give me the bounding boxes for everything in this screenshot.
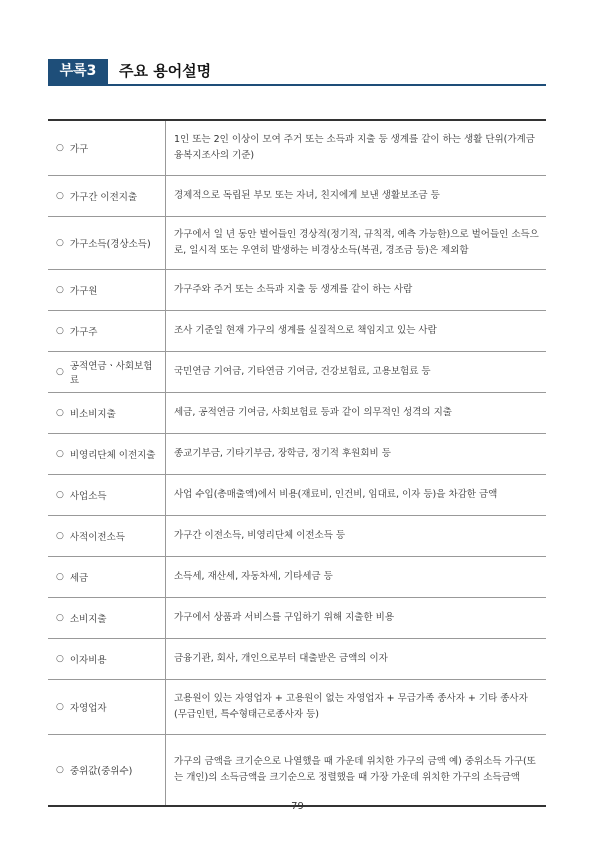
definition-text: 가구간 이전소득, 비영리단체 이전소득 등 [174, 530, 346, 541]
definition-cell [166, 176, 546, 216]
term-label: 공적연금ㆍ사회보험료 [69, 361, 153, 386]
term-label: 가구간 이전지출 [69, 192, 138, 203]
bullet-icon: ○ [56, 191, 64, 201]
glossary-row [48, 639, 546, 680]
definition-text: 가구주와 주거 또는 소득과 지출 등 생계를 같이 하는 사람 [174, 284, 413, 295]
definition-text: 소득세, 재산세, 자동차세, 기타세금 등 [174, 571, 333, 582]
definition-cell [166, 475, 546, 515]
term-label: 세금 [69, 573, 89, 584]
glossary-row [48, 598, 546, 639]
definition-cell [166, 516, 546, 556]
definition-text: 사업 수입(총매출액)에서 비용(재료비, 인건비, 임대료, 이자 등)을 차감한 금액 [174, 489, 498, 500]
term-cell [48, 176, 166, 216]
term-cell [48, 639, 166, 679]
bullet-icon: ○ [56, 490, 64, 500]
term-label: 중위값(중위수) [69, 766, 133, 777]
definition-cell [166, 434, 546, 474]
definition-text: 가구에서 일 년 동안 벌어들인 경상적(정기적, 규칙적, 예측 가능한)으로 벌어들인 소득으로, 일시적 또는 우연히 발생하는 비경상소득(복권, 경조금 등)은 제외함 [174, 229, 539, 256]
definition-text: 조사 기준일 현재 가구의 생계를 실질적으로 책임지고 있는 사람 [174, 325, 437, 336]
bullet-icon: ○ [56, 449, 64, 459]
term-cell [48, 121, 166, 175]
term-label: 가구소득(경상소득) [69, 239, 151, 250]
bullet-icon: ○ [56, 572, 64, 582]
glossary-row [48, 270, 546, 311]
glossary-row [48, 176, 546, 217]
glossary-row [48, 121, 546, 176]
definition-cell [166, 270, 546, 310]
glossary-row [48, 680, 546, 735]
term-label: 비영리단체 이전지출 [69, 450, 156, 461]
term-cell [48, 598, 166, 638]
glossary-row [48, 475, 546, 516]
term-label: 자영업자 [69, 703, 107, 714]
bullet-icon: ○ [56, 326, 64, 336]
definition-cell [166, 598, 546, 638]
definition-cell [166, 393, 546, 433]
bullet-icon: ○ [56, 702, 64, 712]
term-label: 사적이전소득 [69, 532, 125, 543]
term-cell [48, 557, 166, 597]
definition-text: 가구의 금액을 크기순으로 나열했을 때 가운데 위치한 가구의 금액 예) 중위소득 가구(또는 개인)의 소득금액을 크기순으로 정렬했을 때 가장 가운데 위치한 가구의 소득금액 [174, 756, 536, 783]
term-cell [48, 516, 166, 556]
glossary-table [48, 119, 546, 807]
definition-cell [166, 217, 546, 269]
definition-cell [166, 680, 546, 734]
term-cell [48, 217, 166, 269]
appendix-tag: 부록3 [48, 59, 108, 84]
definition-cell [166, 352, 546, 392]
term-cell [48, 311, 166, 351]
definition-cell [166, 121, 546, 175]
definition-text: 경제적으로 독립된 부모 또는 자녀, 친지에게 보낸 생활보조금 등 [174, 190, 440, 201]
glossary-row [48, 735, 546, 805]
appendix-header [48, 59, 546, 85]
bullet-icon: ○ [56, 285, 64, 295]
definition-text: 세금, 공적연금 기여금, 사회보험료 등과 같이 의무적인 성격의 지출 [174, 407, 452, 418]
bullet-icon: ○ [56, 408, 64, 418]
glossary-row [48, 434, 546, 475]
definition-text: 가구에서 상품과 서비스를 구입하기 위해 지출한 비용 [174, 612, 395, 623]
term-cell [48, 680, 166, 734]
term-label: 비소비지출 [69, 409, 116, 420]
term-cell [48, 735, 166, 805]
page-title: 주요 용어설명 [119, 62, 212, 80]
glossary-row [48, 352, 546, 393]
bullet-icon: ○ [56, 765, 64, 775]
glossary-row [48, 393, 546, 434]
bullet-icon: ○ [56, 143, 64, 153]
glossary-row [48, 311, 546, 352]
definition-text: 금융기관, 회사, 개인으로부터 대출받은 금액의 이자 [174, 653, 388, 664]
term-label: 가구주 [69, 327, 98, 338]
page-number: - 79 - [284, 801, 311, 812]
term-cell [48, 434, 166, 474]
definition-text: 고용원이 있는 자영업자 + 고용원이 없는 자영업자 + 무급가족 종사자 + 기타 종사자(무급인턴, 특수형태근로종사자 등) [174, 693, 528, 720]
bullet-icon: ○ [56, 531, 64, 541]
definition-text: 종교기부금, 기타기부금, 장학금, 정기적 후원회비 등 [174, 448, 391, 459]
term-label: 가구원 [69, 286, 98, 297]
term-cell [48, 270, 166, 310]
term-label: 소비지출 [69, 614, 107, 625]
bullet-icon: ○ [56, 238, 64, 248]
bullet-icon: ○ [56, 367, 64, 377]
definition-cell [166, 557, 546, 597]
term-cell [48, 475, 166, 515]
glossary-row [48, 516, 546, 557]
bullet-icon: ○ [56, 613, 64, 623]
definition-text: 1인 또는 2인 이상이 모여 주거 또는 소득과 지출 등 생계를 같이 하는 생활 단위(가계금융복지조사의 기준) [174, 134, 535, 161]
term-cell [48, 393, 166, 433]
bullet-icon: ○ [56, 654, 64, 664]
term-label: 이자비용 [69, 655, 107, 666]
glossary-row [48, 557, 546, 598]
glossary-row [48, 217, 546, 270]
definition-text: 국민연금 기여금, 기타연금 기여금, 건강보험료, 고용보험료 등 [174, 366, 431, 377]
definition-cell [166, 639, 546, 679]
term-label: 사업소득 [69, 491, 107, 502]
term-label: 가구 [69, 144, 89, 155]
definition-cell [166, 311, 546, 351]
header-rule [48, 84, 546, 86]
term-cell [48, 352, 166, 392]
definition-cell [166, 735, 546, 805]
